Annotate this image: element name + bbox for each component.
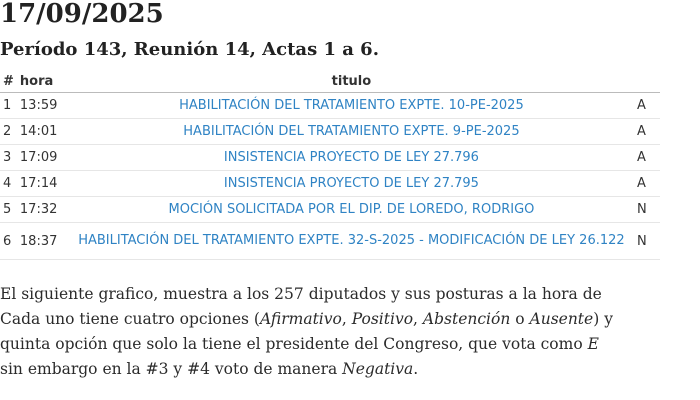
row-num: 4 <box>0 171 17 197</box>
row-titulo-link[interactable]: MOCIÓN SOLICITADA POR EL DIP. DE LOREDO, RODRIGO <box>69 197 634 223</box>
row-extra: A <box>634 93 660 119</box>
row-hora: 13:59 <box>17 93 69 119</box>
table-row <box>0 93 660 119</box>
row-hora: 17:32 <box>17 197 69 223</box>
header-num: # <box>0 70 17 93</box>
paragraph-line-4-start: sin embargo en la #3 y #4 voto de manera <box>0 360 343 378</box>
row-num: 6 <box>0 223 17 260</box>
header-extra <box>634 70 660 93</box>
paragraph-line-3-emphasis: E <box>587 335 599 353</box>
row-extra: A <box>634 145 660 171</box>
row-titulo-link[interactable]: INSISTENCIA PROYECTO DE LEY 27.796 <box>69 145 634 171</box>
header-hora: hora <box>17 70 69 93</box>
paragraph-line-2-start: Cada uno tiene cuatro opciones ( <box>0 310 260 328</box>
paragraph-line-1: El siguiente grafico, muestra a los 257 diputados y sus posturas a la hora de <box>0 285 602 303</box>
description-paragraph <box>0 282 700 382</box>
table-row <box>0 145 660 171</box>
option-negativa: Negativa <box>342 360 414 378</box>
row-titulo-link[interactable]: HABILITACIÓN DEL TRATAMIENTO EXPTE. 32-S-2025 - MODIFICACIÓN DE LEY 26.122 <box>69 223 634 260</box>
row-hora: 14:01 <box>17 119 69 145</box>
row-hora: 18:37 <box>17 223 69 260</box>
row-num: 5 <box>0 197 17 223</box>
table-header-row <box>0 70 660 93</box>
row-extra: A <box>634 171 660 197</box>
table-row <box>0 223 660 260</box>
paragraph-line-3-start: quinta opción que solo la tiene el presidente del Congreso, que vota como <box>0 335 588 353</box>
separator: , <box>413 310 423 328</box>
separator: , <box>341 310 352 328</box>
row-titulo-link[interactable]: HABILITACIÓN DEL TRATAMIENTO EXPTE. 9-PE-2025 <box>69 119 634 145</box>
row-num: 3 <box>0 145 17 171</box>
row-extra: N <box>634 223 660 260</box>
row-extra: N <box>634 197 660 223</box>
header-titulo: titulo <box>69 70 634 93</box>
option-abstencion: Abstención <box>422 310 511 328</box>
row-hora: 17:09 <box>17 145 69 171</box>
paragraph-line-4-end: . <box>413 360 419 378</box>
session-subtitle: Período 143, Reunión 14, Actas 1 a 6. <box>0 39 379 60</box>
votes-table <box>0 70 660 260</box>
option-positivo: Positivo <box>351 310 414 328</box>
table-row <box>0 119 660 145</box>
row-extra: A <box>634 119 660 145</box>
row-titulo-link[interactable]: INSISTENCIA PROYECTO DE LEY 27.795 <box>69 171 634 197</box>
paragraph-line-2-end: ) y <box>593 310 613 328</box>
row-num: 2 <box>0 119 17 145</box>
separator: o <box>510 310 530 328</box>
date-heading: 17/09/2025 <box>0 0 164 29</box>
table-row <box>0 171 660 197</box>
table-row <box>0 197 660 223</box>
option-ausente: Ausente <box>529 310 594 328</box>
row-num: 1 <box>0 93 17 119</box>
option-afirmativo: Afirmativo <box>259 310 342 328</box>
row-hora: 17:14 <box>17 171 69 197</box>
row-titulo-link[interactable]: HABILITACIÓN DEL TRATAMIENTO EXPTE. 10-PE-2025 <box>69 93 634 119</box>
